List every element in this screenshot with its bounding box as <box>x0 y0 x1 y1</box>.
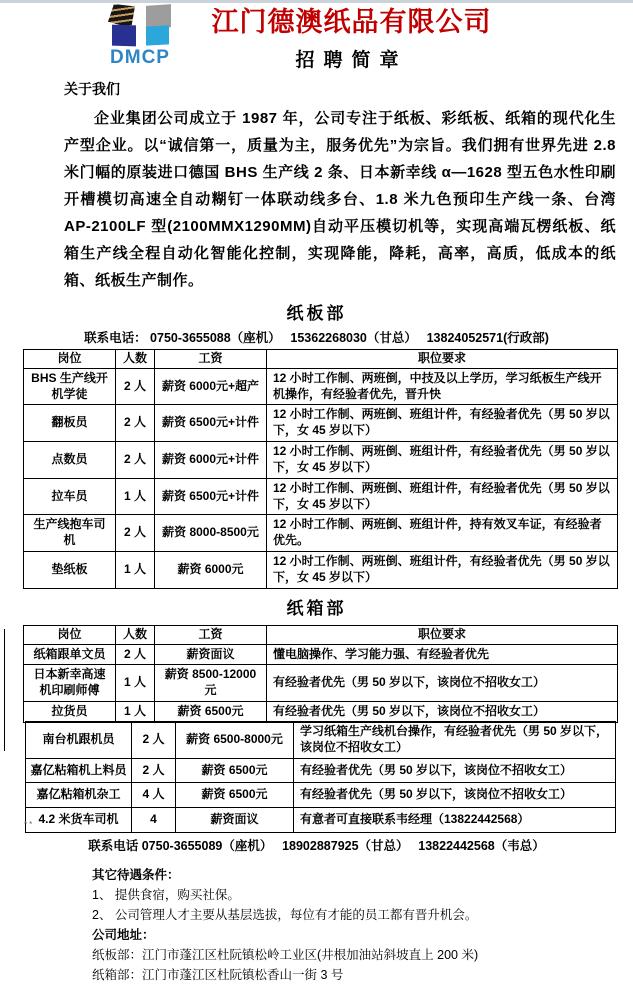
cell-salary: 薪资面议 <box>176 808 294 833</box>
table-row <box>24 552 618 589</box>
cell-count: 2 人 <box>132 758 176 783</box>
cell-salary: 薪资 6000元 <box>155 552 267 589</box>
cell-count: 2 人 <box>116 644 155 665</box>
table-header-row <box>24 625 618 644</box>
about-us-paragraph: 企业集团公司成立于 1987 年，公司专注于纸板、彩纸板、纸箱的现代化生产型企业。以“诚信第一，质量为主，服务优先”为宗旨。我们拥有世界先进 2.8 米门幅的原装进口德国 BHS 生产线 2 条、日本新幸线 α—1628 型五色水性印刷开槽模切高速全自动糊钉一体联动线多台、1.8 米九色预印生产线一条、台湾 AP-2100LF 型(2100MMX1290MM)自动平压模切机等，实现高端瓦楞纸板、纸箱生产线全程自动化智能化控制，实现降能，降耗，高率，高质，低成本的纸箱、纸板生产制作。 <box>64 110 616 289</box>
cell-position: 嘉亿粘箱机杂工 <box>26 783 132 808</box>
page-artifact-marks: ** <box>24 820 35 829</box>
table-row <box>26 758 616 783</box>
col-header-salary: 工资 <box>155 350 267 369</box>
benefit-item-1: 1、 提供食宿，购买社保。 <box>92 888 240 903</box>
cell-position: 点数员 <box>24 442 116 479</box>
cell-requirements: 12 小时工作制、两班倒、班组计件，有经验者优先（男 50 岁以下，女 45 岁以下） <box>267 405 618 442</box>
cell-requirements: 12 小时工作制、两班倒、班组计件，有经验者优先（男 50 岁以下，女 45 岁以下） <box>267 442 618 479</box>
table-row <box>26 721 616 758</box>
cell-salary: 薪资 6500元+计件 <box>155 478 267 515</box>
cell-count: 2 人 <box>116 405 155 442</box>
table-row <box>24 515 618 552</box>
col-header-count: 人数 <box>116 625 155 644</box>
table-row <box>24 478 618 515</box>
cell-count: 2 人 <box>116 515 155 552</box>
address-heading: 公司地址： <box>92 928 155 943</box>
cell-position: BHS 生产线开机学徒 <box>24 368 116 405</box>
table-border-artifact <box>4 629 5 751</box>
cell-requirements: 12 小时工作制、两班倒，中技及以上学历，学习纸板生产线开机操作，有经验者优先，晋升快 <box>267 368 618 405</box>
cell-salary: 薪资 6000元+计件 <box>155 442 267 479</box>
about-us-heading: 关于我们 <box>64 81 120 97</box>
cell-count: 4 <box>132 808 176 833</box>
col-header-count: 人数 <box>116 350 155 369</box>
cell-requirements: 学习纸箱生产线机台操作，有经验者优先（男 50 岁以下，该岗位不招收女工） <box>294 721 616 758</box>
table-row <box>24 665 618 702</box>
carton-dept-table-upper <box>23 625 618 723</box>
cell-requirements: 有经验者优先（男 50 岁以下，该岗位不招收女工） <box>294 758 616 783</box>
address-carton-dept: 纸箱部：江门市蓬江区杜阮镇松香山一街 3 号 <box>92 968 344 983</box>
cell-requirements: 懂电脑操作、学习能力强、有经验者优先 <box>267 644 618 665</box>
col-header-salary: 工资 <box>155 625 267 644</box>
col-header-requirements: 职位要求 <box>267 625 618 644</box>
cell-count: 2 人 <box>132 721 176 758</box>
logo-cyan-square-icon <box>146 25 169 45</box>
cell-requirements: 有意者可直接联系韦经理（13822442568） <box>294 808 616 833</box>
col-header-requirements: 职位要求 <box>267 350 618 369</box>
col-header-position: 岗位 <box>24 350 116 369</box>
cell-requirements: 12 小时工作制、两班倒、班组计件，持有效叉车证，有经验者优先。 <box>267 515 618 552</box>
cell-count: 1 人 <box>116 702 155 723</box>
table-row <box>26 808 616 833</box>
cell-position: 拉货员 <box>24 702 116 723</box>
table-row <box>24 405 618 442</box>
cell-position: 南台机跟机员 <box>26 721 132 758</box>
cell-position: 4.2 米货车司机 <box>26 808 132 833</box>
logo-squares-icon <box>108 4 172 46</box>
footer <box>92 865 633 985</box>
table-row <box>26 783 616 808</box>
cell-salary: 薪资 6500-8000元 <box>176 721 294 758</box>
col-header-position: 岗位 <box>24 625 116 644</box>
cell-count: 2 人 <box>116 442 155 479</box>
carton-dept-heading: 纸箱部 <box>286 598 347 618</box>
cell-salary: 薪资 6000元+超产 <box>155 368 267 405</box>
carton-dept-table-lower <box>25 721 616 833</box>
cell-salary: 薪资 6500元 <box>155 702 267 723</box>
table-row <box>24 702 618 723</box>
cell-requirements: 12 小时工作制、两班倒、班组计件，有经验者优先（男 50 岁以下，女 45 岁以下） <box>267 552 618 589</box>
cell-requirements: 12 小时工作制、两班倒、班组计件，有经验者优先（男 50 岁以下，女 45 岁以下） <box>267 478 618 515</box>
cell-salary: 薪资 6500元+计件 <box>155 405 267 442</box>
logo-text: DMCP <box>110 47 170 68</box>
cell-count: 1 人 <box>116 552 155 589</box>
cell-position: 嘉亿粘箱机上料员 <box>26 758 132 783</box>
table-header-row <box>24 350 618 369</box>
cell-requirements: 有经验者优先（男 50 岁以下，该岗位不招收女工） <box>267 665 618 702</box>
table-row <box>24 644 618 665</box>
table-row <box>24 368 618 405</box>
cell-salary: 薪资 6500元 <box>176 783 294 808</box>
cell-requirements: 有经验者优先（男 50 岁以下，该岗位不招收女工） <box>267 702 618 723</box>
cell-position: 纸箱跟单文员 <box>24 644 116 665</box>
cell-salary: 薪资 8000-8500元 <box>155 515 267 552</box>
logo-navy-square-icon <box>112 25 136 47</box>
cell-count: 1 人 <box>116 478 155 515</box>
cell-salary: 薪资 8500-12000元 <box>155 665 267 702</box>
cell-salary: 薪资面议 <box>155 644 267 665</box>
cell-count: 1 人 <box>116 665 155 702</box>
address-board-dept: 纸板部：江门市蓬江区杜阮镇松岭工业区(井根加油站斜坡直上 200 米) <box>92 948 479 963</box>
table-row <box>24 442 618 479</box>
cell-position: 拉车员 <box>24 478 116 515</box>
cell-salary: 薪资 6500元 <box>176 758 294 783</box>
header <box>0 3 633 71</box>
cell-count: 2 人 <box>116 368 155 405</box>
company-logo <box>92 4 188 69</box>
cell-position: 日本新幸高速机印刷师傅 <box>24 665 116 702</box>
cell-position: 垫纸板 <box>24 552 116 589</box>
carton-dept-contact: 联系电话 0750-3655089（座机） 18902887925（甘总） 13822442568（韦总） <box>88 839 545 854</box>
board-dept-heading: 纸板部 <box>286 304 347 323</box>
board-dept-table <box>23 349 618 589</box>
document-subtitle: 招聘简章 <box>295 49 408 71</box>
cell-position: 生产线抱车司机 <box>24 515 116 552</box>
company-name-title: 江门德澳纸品有限公司 <box>211 7 492 37</box>
benefits-heading: 其它待遇条件： <box>92 868 180 883</box>
benefit-item-2: 2、 公司管理人才主要从基层选拔，每位有才能的员工都有晋升机会。 <box>92 908 478 923</box>
board-dept-contact: 联系电话： 0750-3655088（座机） 15362268030（甘总） 13824052571(行政部) <box>84 331 549 345</box>
cell-count: 4 人 <box>132 783 176 808</box>
cell-position: 翻板员 <box>24 405 116 442</box>
cell-requirements: 有经验者优先（男 50 岁以下，该岗位不招收女工） <box>294 783 616 808</box>
